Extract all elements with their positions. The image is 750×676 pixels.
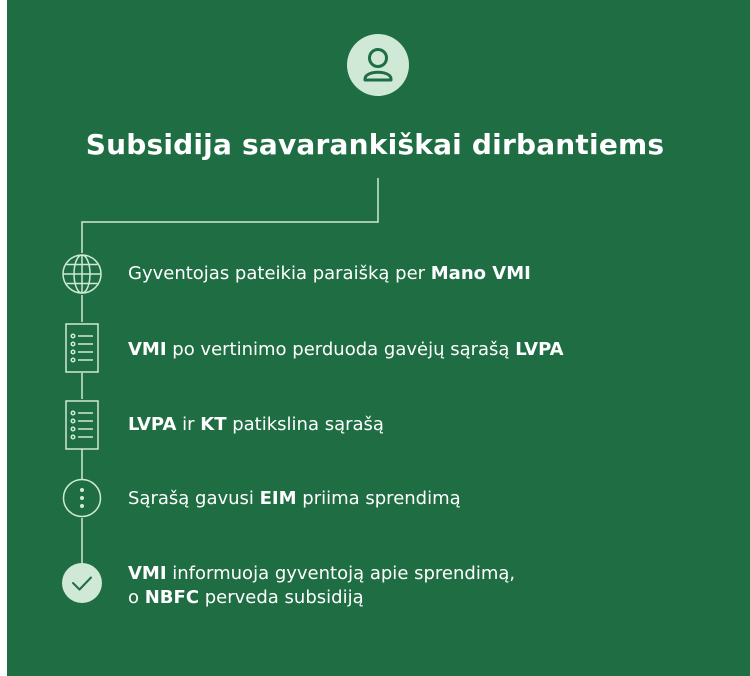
- step-text-bold: VMI: [128, 563, 167, 584]
- step-text-bold: NBFC: [144, 587, 200, 608]
- checkmark-icon: [62, 563, 102, 603]
- step-text-part: perveda subsidiją: [199, 587, 364, 608]
- more-dots-icon: [62, 478, 102, 518]
- step-text-part: patikslina sąrašą: [226, 414, 384, 435]
- step-4-text: [128, 487, 461, 511]
- step-text-bold: LVPA: [128, 414, 177, 435]
- step-text-part: po vertinimo perduoda gavėjų sąrašą: [166, 339, 516, 360]
- step-text-part: o: [128, 587, 145, 608]
- step-text-part: Gyventojas pateikia paraišką per: [128, 263, 431, 284]
- step-1-text: [128, 262, 531, 286]
- step-text-bold: EIM: [259, 488, 297, 509]
- document-list-icon: [65, 323, 99, 373]
- document-list-icon: [65, 400, 99, 450]
- step-text-bold: Mano VMI: [430, 263, 531, 284]
- step-text-bold: KT: [200, 414, 227, 435]
- step-text-part: Sąrašą gavusi: [128, 488, 260, 509]
- step-text-part: priima sprendimą: [296, 488, 461, 509]
- globe-icon: [60, 252, 104, 296]
- step-text-bold: VMI: [128, 339, 167, 360]
- step-5-text: [128, 562, 515, 610]
- step-3-text: [128, 413, 384, 437]
- title-connector: [82, 178, 378, 253]
- diagram-title: Subsidija savarankiškai dirbantiems: [85, 128, 665, 161]
- step-text-part: ir: [176, 414, 201, 435]
- step-2-text: [128, 338, 564, 362]
- step-text-bold: LVPA: [515, 339, 564, 360]
- step-text-part: informuoja gyventoją apie sprendimą,: [166, 563, 516, 584]
